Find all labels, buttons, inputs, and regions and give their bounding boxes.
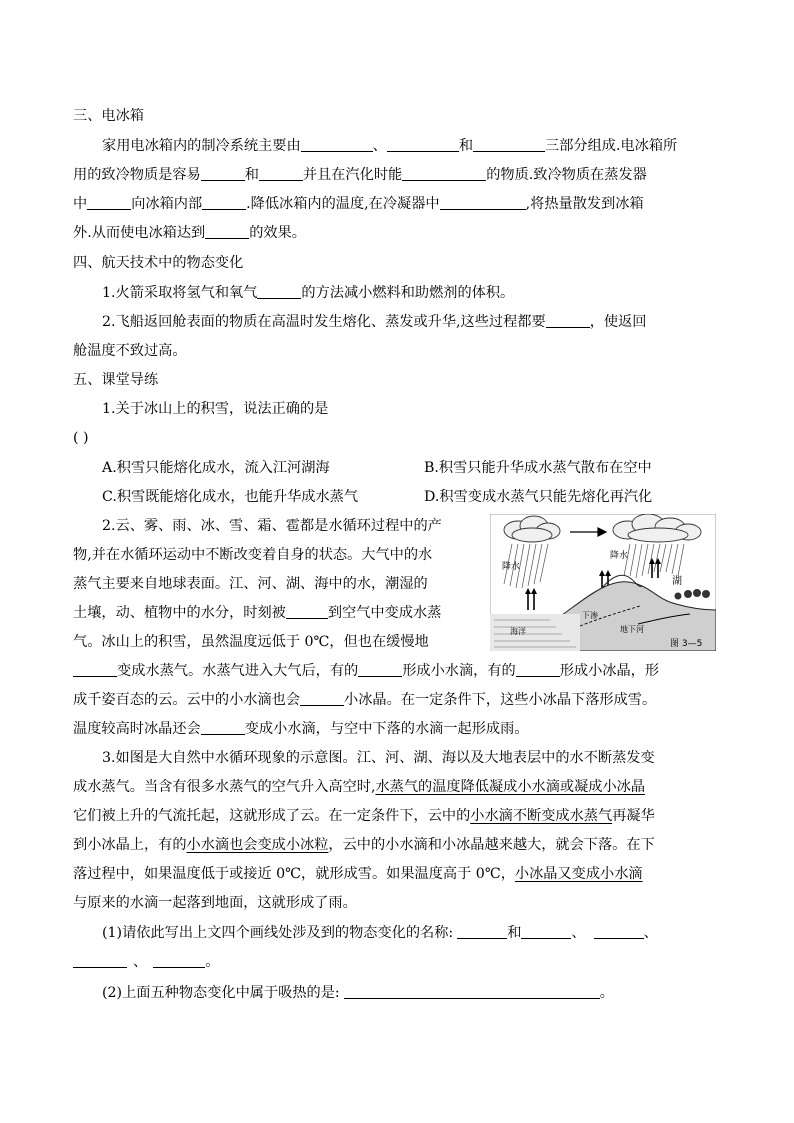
- figure-caption: 图 3—5: [670, 639, 703, 649]
- paragraph-line: 落过程中，如果温度低于或接近 0℃，就形成雪。如果温度高于 0℃，小冰晶又变成小水滴: [73, 866, 643, 882]
- answer-blank[interactable]: [473, 136, 545, 152]
- answer-blank[interactable]: [202, 194, 246, 210]
- paragraph-line: (2)上面五种物态变化中属于吸热的是: 。: [102, 985, 614, 1001]
- option-d[interactable]: D.积雪变成水蒸气只能先熔化再汽化: [424, 489, 653, 505]
- answer-paren[interactable]: ( ): [73, 430, 89, 446]
- label-sea: 海洋: [510, 627, 526, 636]
- paragraph-line: 与原来的水滴一起落到地面，这就形成了雨。: [73, 895, 357, 911]
- water-cycle-figure: [490, 514, 716, 651]
- paragraph-line: 家用电冰箱内的制冷系统主要由 、 和 三部分组成.电冰箱所: [102, 138, 678, 154]
- answer-blank[interactable]: [521, 923, 571, 939]
- label-underground-river: 地下河: [620, 625, 644, 634]
- answer-blank[interactable]: [387, 136, 459, 152]
- answer-blank[interactable]: [594, 923, 644, 939]
- water-cycle-diagram: [490, 514, 716, 651]
- section-3-heading: 三、电冰箱: [73, 108, 144, 124]
- paragraph-line: 2.云、雾、雨、冰、雪、霜、雹都是水循环过程中的产: [102, 518, 442, 534]
- paragraph-line: 它们被上升的气流托起，这就形成了云。在一定条件下，云中的小水滴不断变成水蒸气再凝华: [73, 808, 655, 824]
- paragraph-line: 物,并在水循环运动中不断改变着自身的状态。大气中的水: [73, 547, 433, 563]
- paragraph-line: 2.飞船返回舱表面的物质在高温时发生熔化、蒸发或升华,这些过程都要 ，使返回: [102, 314, 647, 330]
- label-seep: 下渗: [582, 611, 598, 620]
- underlined-phrase: 小冰晶又变成小水滴: [514, 866, 643, 882]
- answer-blank[interactable]: [440, 194, 526, 210]
- answer-blank[interactable]: [73, 952, 127, 968]
- answer-blank[interactable]: [286, 603, 328, 619]
- paragraph-line: 舱温度不致过高。: [73, 343, 187, 359]
- paragraph-line: 用的致冷物质是容易 和 并且在汽化时能 的物质.致冷物质在蒸发器: [73, 167, 647, 183]
- answer-blank[interactable]: [257, 283, 301, 299]
- answer-blank[interactable]: [201, 165, 245, 181]
- answer-blank[interactable]: [201, 719, 245, 735]
- answer-blank[interactable]: [546, 312, 590, 328]
- underlined-phrase: 小水滴也会变成小冰粒: [186, 837, 329, 853]
- option-b[interactable]: B.积雪只能升华成水蒸气散布在空中: [424, 460, 652, 476]
- paragraph-line: 气。冰山上的积雪，虽然温度远低于 0℃，但也在缓慢地: [73, 634, 429, 650]
- label-lake: 湖: [672, 576, 682, 587]
- answer-blank[interactable]: [402, 165, 486, 181]
- paragraph-line: 温度较高时冰晶还会 变成小水滴，与空中下落的水滴一起形成雨。: [73, 721, 529, 737]
- answer-blank[interactable]: [205, 223, 249, 239]
- paragraph-line: 成千姿百态的云。云中的小水滴也会 小冰晶。在一定条件下，这些小冰晶下落形成雪。: [73, 692, 657, 708]
- answer-blank[interactable]: [300, 690, 344, 706]
- question-1: 1.关于冰山上的积雪，说法正确的是: [102, 401, 329, 417]
- paragraph-line: (1)请依此写出上文四个画线处涉及到的物态变化的名称: 和 、 、: [102, 925, 658, 941]
- paragraph-line: 中 向冰箱内部 .降低冰箱内的温度,在冷凝器中 ,将热量散发到冰箱: [73, 196, 644, 212]
- option-a[interactable]: A.积雪只能熔化成水，流入江河湖海: [102, 460, 330, 476]
- paragraph-line: 、 。: [73, 952, 219, 972]
- paragraph-line: 成水蒸气。当含有很多水蒸气的空气升入高空时,水蒸气的温度降低凝成小水滴或凝成小冰晶: [73, 779, 646, 795]
- section-5-heading: 五、课堂导练: [73, 372, 159, 388]
- answer-blank[interactable]: [301, 136, 373, 152]
- answer-blank[interactable]: [516, 661, 560, 677]
- paragraph-line: 3.如图是大自然中水循环现象的示意图。江、河、湖、海以及大地表层中的水不断蒸发变: [102, 750, 655, 766]
- label-rain-left: 降水: [502, 562, 521, 572]
- answer-blank[interactable]: [344, 983, 600, 999]
- answer-blank[interactable]: [358, 661, 402, 677]
- paragraph-line: 蒸气主要来自地球表面。江、河、湖、海中的水，潮湿的: [73, 576, 428, 592]
- answer-blank[interactable]: [457, 923, 507, 939]
- underlined-phrase: 小水滴不断变成水蒸气: [470, 808, 613, 824]
- paragraph-line: 变成水蒸气。水蒸气进入大气后，有的 形成小水滴，有的 形成小冰晶，形: [73, 661, 659, 681]
- label-rain-right: 降水: [610, 551, 629, 561]
- sea-area: [490, 614, 580, 651]
- answer-blank[interactable]: [153, 952, 205, 968]
- answer-blank[interactable]: [73, 661, 117, 677]
- paragraph-line: 土壤，动、植物中的水分，时刻被 到空气中变成水蒸: [73, 605, 442, 621]
- paragraph-line: 外.从而使电冰箱达到 的效果。: [73, 225, 306, 241]
- paragraph-line: 到小冰晶上，有的小水滴也会变成小冰粒，云中的小水滴和小冰晶越来越大，就会下落。在下: [73, 837, 655, 853]
- answer-blank[interactable]: [87, 194, 131, 210]
- section-4-heading: 四、航天技术中的物态变化: [73, 255, 244, 271]
- answer-blank[interactable]: [259, 165, 303, 181]
- option-c[interactable]: C.积雪既能熔化成水，也能升华成水蒸气: [102, 489, 359, 505]
- underlined-phrase: 水蒸气的温度降低凝成小水滴或凝成小冰晶: [375, 779, 646, 795]
- paragraph-line: 1.火箭采取将氢气和氧气 的方法减小燃料和助燃剂的体积。: [102, 285, 515, 301]
